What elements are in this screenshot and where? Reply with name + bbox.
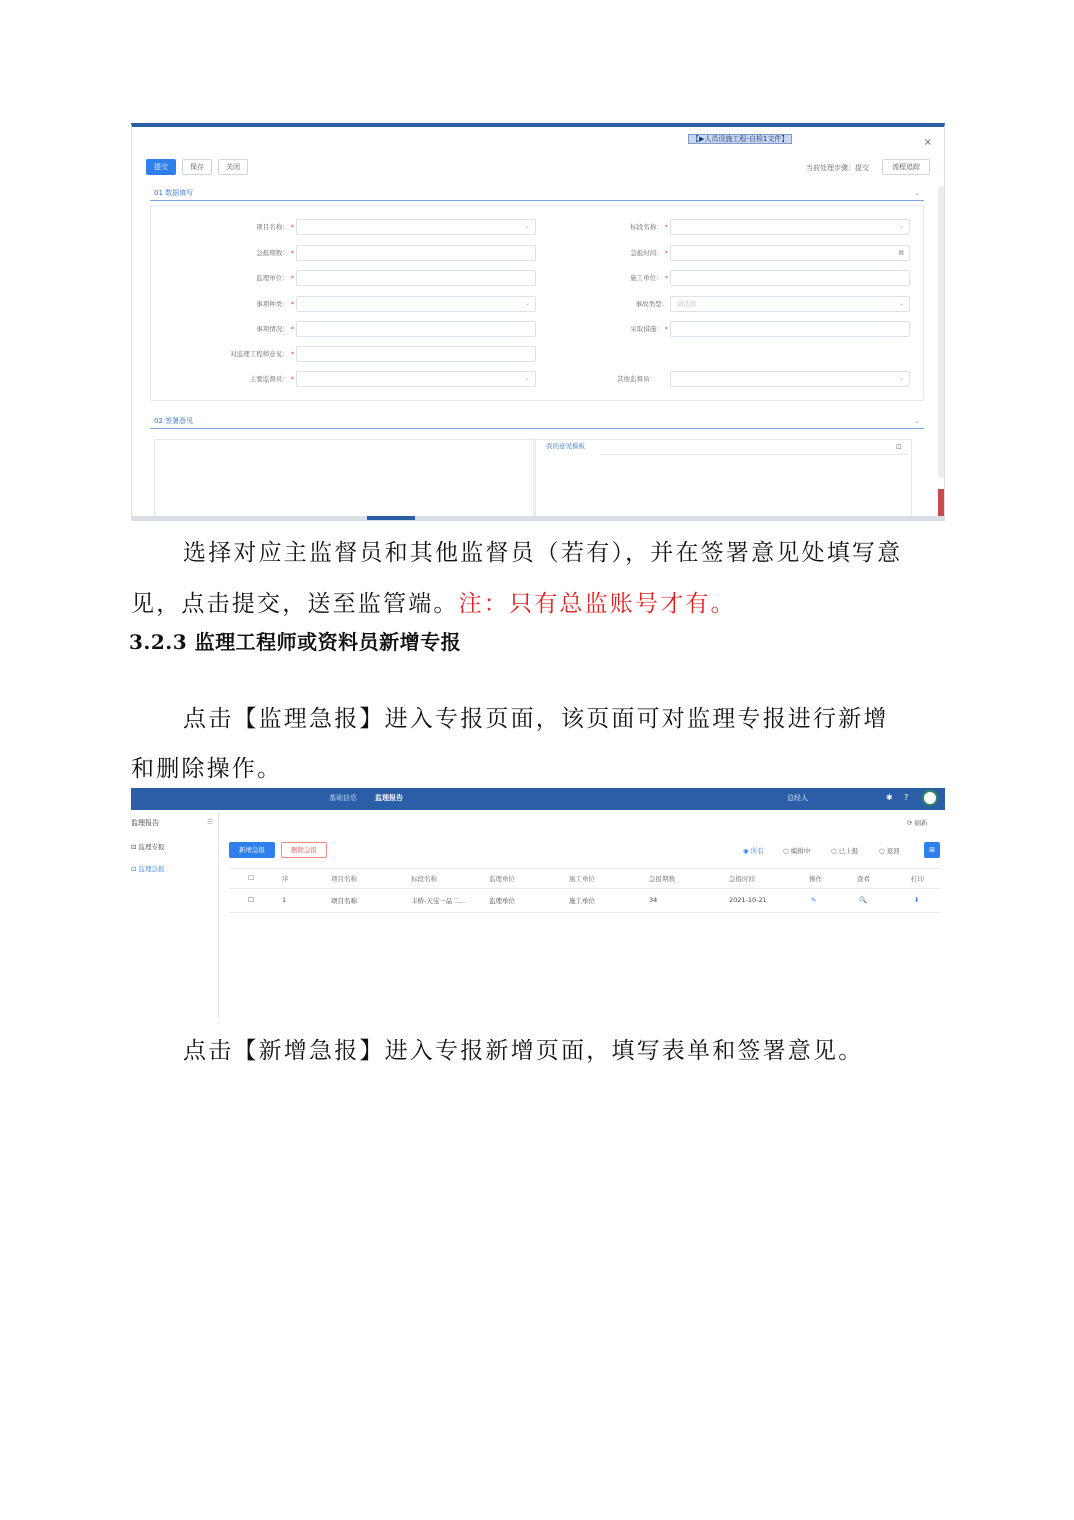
submit-button[interactable]: 提交 [146,159,176,175]
print-icon[interactable]: ⬇ [914,896,920,904]
bid-name-label: 标段名称： * [630,223,668,231]
horizontal-scroll-thumb[interactable] [367,516,415,520]
chevron-down-icon: ⌄ [898,300,904,307]
report-period-input[interactable] [296,245,536,261]
nav-supervision-report[interactable]: 监理报告 [375,794,403,802]
accident-type-select[interactable]: 请选择 ⌄ [670,296,910,312]
edit-icon[interactable]: ✎ [811,896,817,904]
main-supervisor-label: 主要监督员： * [249,375,294,383]
other-supervisor-select[interactable] [670,371,910,387]
column-header: 序 [282,875,289,883]
chevron-down-icon: ⌄ [524,223,530,230]
section-title: 02 签署意见 [154,417,194,425]
column-header: 急报时间 [729,875,755,883]
opinion-template-label[interactable]: 我的意见模板 [546,442,585,450]
flow-trace-button[interactable]: 流程追踪 [882,159,930,175]
bid-name-select[interactable] [670,219,910,235]
paragraph-2-line-1: 点击【监理急报】进入专报页面，该页面可对监理专报进行新增 [183,706,889,732]
sidebar-item-special-report[interactable]: ⊡ 监理专报 [131,843,165,851]
radio-returned[interactable]: ○ 退回 [879,847,900,855]
sidebar-title: 监理报告 [131,819,159,827]
form-dialog-screenshot [131,123,945,521]
radio-all[interactable]: ◉ 所有 [743,847,764,855]
chevron-down-icon: ⌄ [898,223,904,230]
report-time-label: 急报时间： * [630,249,668,257]
table-header-line [229,888,941,889]
paragraph-2-line-2: 和删除操作。 [131,756,283,782]
nav-basic-info[interactable]: 基础信息 [329,794,357,802]
item-situation-label: 事项情况： * [256,325,294,333]
scrollbar-marker [938,489,944,519]
help-icon[interactable]: ? [904,793,909,802]
avatar[interactable] [922,790,938,806]
current-step-text: 当前处理步骤：提交 [806,164,869,172]
section-sign-opinion[interactable] [150,413,924,429]
view-icon[interactable]: 🔍 [859,896,868,904]
column-header-checkbox[interactable]: ☐ [248,874,254,882]
column-header: 监理单位 [489,875,515,883]
notification-icon[interactable]: ✱ [886,793,893,802]
table-cell: 丰桥-天宝一品二... [411,897,466,905]
chevron-down-icon: ⌄ [524,300,530,307]
list-page-screenshot [131,788,945,1018]
template-icon[interactable]: ⊡ [896,443,902,451]
measures-input[interactable] [670,321,910,337]
vertical-scrollbar[interactable] [938,187,944,477]
user-name[interactable]: 总经人 [787,794,808,802]
supervision-opinion-label: 对监理工程师意见： * [230,350,294,358]
opinion-textarea[interactable] [154,439,534,521]
menu-collapse-icon[interactable]: ☰ [207,818,214,826]
table-cell: 项目名称 [331,897,357,905]
main-supervisor-select[interactable] [296,371,536,387]
other-supervisor-label: 其他监督员： [617,375,656,383]
report-period-label: 急报期数： * [256,249,294,257]
save-button[interactable]: 保存 [182,159,212,175]
close-icon[interactable]: × [923,137,932,148]
paragraph-1-line-2: 见，点击提交，送至监管端。注：只有总监账号才有。 [131,591,736,617]
column-header: 项目名称 [331,875,357,883]
column-header: 标段名称 [411,875,437,883]
project-name-label: 项目名称： * [256,223,294,231]
section-heading: 3.2.3 监理工程师或资料员新增专报 [129,630,462,654]
radio-editing[interactable]: ○ 编辑中 [783,847,811,855]
paragraph-1-line-1: 选择对应主监督员和其他监督员（若有），并在签署意见处填写意 [183,540,903,566]
note-text: 注：只有总监账号才有。 [458,591,736,617]
chevron-down-icon: ⌄ [898,375,904,382]
radio-reported[interactable]: ○ 已上报 [831,847,859,855]
close-button[interactable]: 关闭 [218,159,248,175]
item-type-label: 事项种类： * [256,300,294,308]
table-cell: 34 [649,896,658,904]
supervision-unit-label: 监理单位： * [256,274,294,282]
column-header: 急报期数 [649,875,675,883]
table-cell: 监理单位 [489,897,515,905]
refresh-button[interactable]: ⟳ 刷新 [907,819,928,827]
accident-type-label: 事故类型： [635,300,668,308]
section-title: 01 数据填写 [154,189,194,197]
sidebar [131,810,219,1018]
opinion-template-input[interactable] [600,437,908,455]
column-header: 查看 [857,875,870,883]
sidebar-item-urgent-report[interactable]: ⊡ 监理急报 [131,865,165,873]
construction-unit-label: 施工单位： * [630,274,668,282]
supervision-unit-input[interactable] [296,270,536,286]
chevron-down-icon: ⌄ [524,375,530,382]
measures-label: 采取措施： * [630,325,668,333]
table-row-line [229,912,941,913]
table-top-line [229,868,941,869]
report-time-input[interactable] [670,245,910,261]
delete-urgent-report-button[interactable]: 删除急报 [281,842,327,858]
row-checkbox[interactable]: ☐ [248,896,254,904]
item-situation-input[interactable] [296,321,536,337]
dialog-title: 【▶人员设施工程-自检1文件】 [688,134,792,144]
add-urgent-report-button[interactable]: 新增急报 [229,842,275,858]
calendar-icon: ▦ [898,249,904,256]
column-header: 施工单位 [569,875,595,883]
table-cell: 施工单位 [569,897,595,905]
paragraph-3: 点击【新增急报】进入专报新增页面，填写表单和签署意见。 [183,1038,864,1064]
chevron-down-icon: ⌄ [914,189,920,197]
table-cell: 2021-10-21 [729,896,767,904]
top-navbar [131,788,945,810]
chevron-down-icon: ⌄ [914,417,920,425]
project-name-select[interactable] [296,219,536,235]
column-header: 操作 [809,875,822,883]
supervision-opinion-input[interactable] [296,346,536,362]
column-header: 打印 [911,875,924,883]
horizontal-scrollbar[interactable] [132,516,945,520]
section-data-entry[interactable] [150,185,924,201]
item-type-select[interactable] [296,296,536,312]
construction-unit-input[interactable] [670,270,910,286]
table-cell: 1 [282,896,287,904]
toolbar-grid-icon[interactable]: ⊞ [924,842,940,858]
